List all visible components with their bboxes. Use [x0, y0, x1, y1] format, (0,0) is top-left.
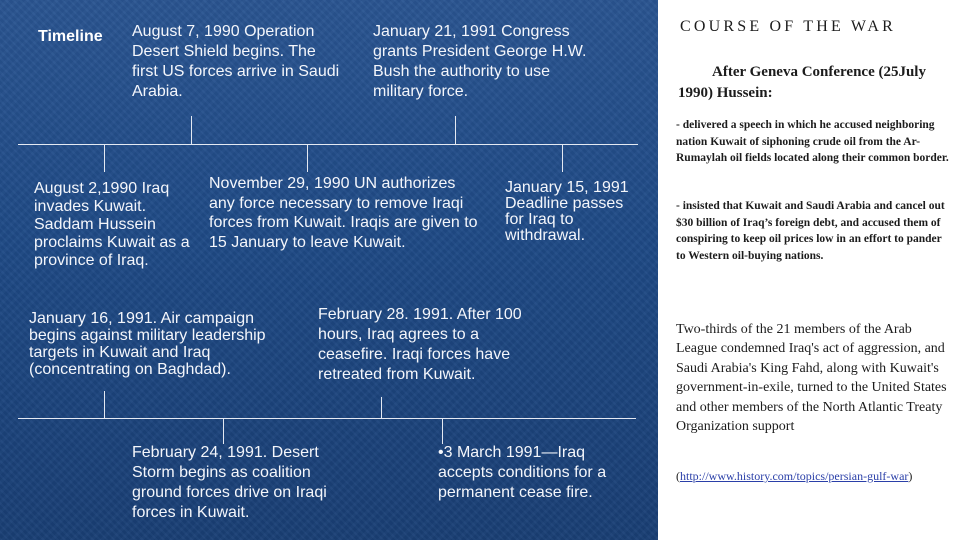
tick-line	[307, 144, 308, 172]
arab-league-paragraph: Two-thirds of the 21 members of the Arab League condemned Iraq's act of aggression, and Saudi Arabia's King Fahd, along with Kuwait's government-in-exile, turned to the United States and other members of the North Atlantic Treaty Organization support	[676, 322, 947, 435]
tick-line	[442, 418, 443, 444]
article-panel	[658, 0, 960, 540]
event-nov29: November 29, 1990 UN authorizes any force necessary to remove Iraqi forces from Kuwait. Iraqis are given to 15 January to leave Kuwait.	[209, 175, 478, 251]
source-open: (	[676, 469, 680, 483]
event-mar3: •3 March 1991—Iraq accepts conditions for a permanent cease fire.	[438, 444, 607, 501]
tick-line	[223, 418, 224, 444]
tick-line	[104, 144, 105, 172]
event-aug2: August 2,1990 Iraq invades Kuwait. Saddam Hussein proclaims Kuwait as a province of Iraq.	[34, 180, 190, 269]
event-feb28: February 28. 1991. After 100 hours, Iraq agrees to a ceasefire. Iraqi forces have retreated from Kuwait.	[318, 306, 522, 383]
event-jan15: January 15, 1991 Deadline passes for Iraq to withdrawal.	[505, 179, 629, 244]
event-jan21: January 21, 1991 Congress grants President George H.W. Bush the authority to use military force.	[373, 23, 587, 100]
bullet-speech: - delivered a speech in which he accused neighboring nation Kuwait of siphoning crude oil from the Ar-Rumaylah oil fields located along their common border.	[676, 119, 949, 164]
source-close: )	[908, 469, 913, 483]
bullet-debt: - insisted that Kuwait and Saudi Arabia and cancel out $30 billion of Iraq’s foreign debt, and accused them of conspiring to keep oil prices low in an effort to pander to Western oil-buying nations.	[676, 200, 945, 262]
event-feb24: February 24, 1991. Desert Storm begins as coalition ground forces drive on Iraqi forces in Kuwait.	[132, 444, 327, 521]
tick-line	[104, 391, 105, 418]
event-aug7: August 7, 1990 Operation Desert Shield begins. The first US forces arrive in Saudi Arabia.	[132, 23, 340, 100]
event-jan16: January 16, 1991. Air campaign begins against military leadership targets in Kuwait and Iraq (concentrating on Baghdad).	[29, 310, 266, 378]
source-citation	[676, 468, 952, 484]
tick-line	[562, 144, 563, 172]
timeline-label: Timeline	[38, 28, 103, 45]
source-link[interactable]: http://www.history.com/topics/persian-gulf-war	[680, 469, 909, 483]
article-subheading	[678, 62, 954, 104]
timeline-axis-bottom	[18, 418, 636, 419]
subheading-text: After Geneva Conference (25July 1990) Hussein:	[678, 64, 926, 101]
timeline-axis-top	[18, 144, 638, 145]
tick-line	[381, 397, 382, 418]
tick-line	[455, 116, 456, 144]
article-heading: COURSE OF THE WAR	[680, 18, 897, 35]
tick-line	[191, 116, 192, 144]
